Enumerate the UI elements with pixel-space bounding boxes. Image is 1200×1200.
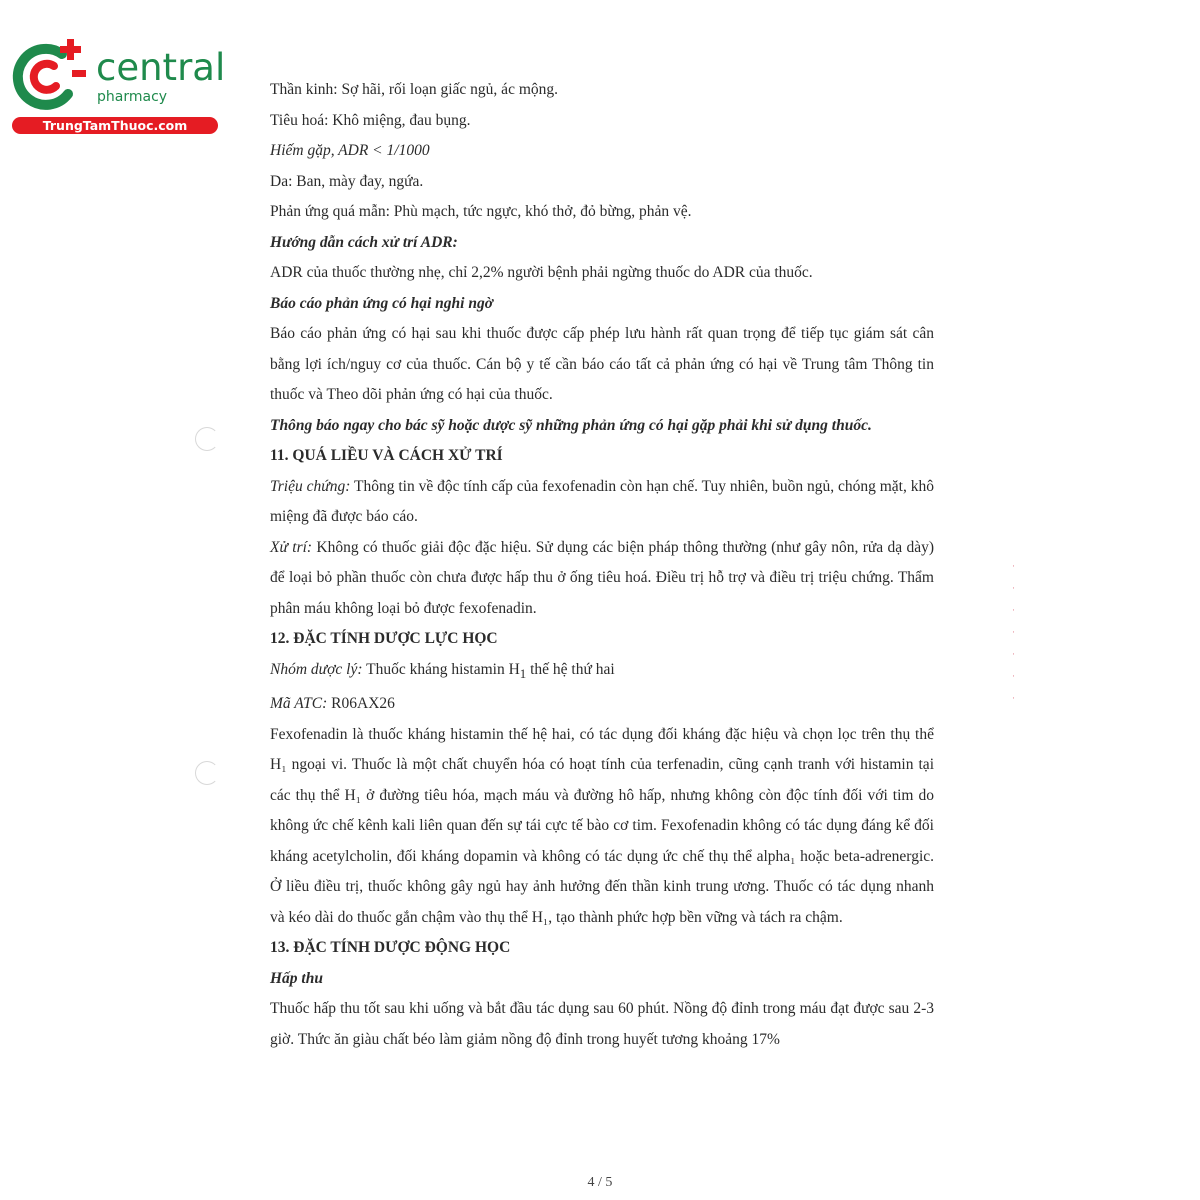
pharm-group-subscript: 1 [519, 665, 527, 681]
treatment-text: Không có thuốc giải độc đặc hiệu. Sử dụng các biện pháp thông thường (như gây nôn, rửa dạ dày) để loại bỏ phần thuốc còn chưa được hấp thu ở ống tiêu hoá. Điều trị hỗ trợ và điều trị triệu chứng. Thẩm phân máu không loại bỏ được fexofenadin. [270, 538, 934, 617]
logo-brand-text: central [96, 46, 226, 89]
atc-code: R06AX26 [327, 695, 395, 713]
doc-line: Da: Ban, mày đay, ngứa. [270, 172, 424, 190]
treatment-label: Xử trí: [270, 538, 313, 556]
doc-line: Tiêu hoá: Khô miệng, đau bụng. [270, 111, 471, 129]
doc-paragraph [270, 533, 934, 625]
doc-line [270, 655, 934, 690]
section-heading-11: 11. QUÁ LIỀU VÀ CÁCH XỬ TRÍ [270, 447, 503, 464]
page-number: 4 / 5 [587, 1175, 613, 1190]
pharmacy-cross-logo-icon [10, 36, 94, 116]
doc-warning-paragraph: Thông báo ngay cho bác sỹ hoặc dược sỹ những phản ứng có hại gặp phải khi sử dụng thuốc. [270, 416, 872, 434]
doc-subheading: Báo cáo phản ứng có hại nghi ngờ [270, 294, 494, 312]
doc-paragraph: Báo cáo phản ứng có hại sau khi thuốc được cấp phép lưu hành rất quan trọng để tiếp tục giám sát cân bằng lợi ích/nguy cơ của thuốc. Cán bộ y tế cần báo cáo tất cả phản ứng có hại về Trung tâm Thông tin thuốc và Theo dõi phản ứng có hại của thuốc. [270, 325, 934, 403]
doc-paragraph: Fexofenadin là thuốc kháng histamin thế hệ hai, có tác dụng đối kháng đặc hiệu và chọn lọc trên thụ thể H₁ ngoại vi. Thuốc là một chất chuyển hóa có hoạt tính của terfenadin, cũng cạnh tranh với histamin tại các thụ thể H₁ ở đường tiêu hóa, mạch máu và đường hô hấp, nhưng không còn độc tính đối với tim do không ức chế kênh kali liên quan đến sự tái cực tế bào cơ tim. Fexofenadin không có tác dụng đáng kể đối kháng acetylcholin, đối kháng dopamin và không có tác dụng ức chế thụ thể alpha₁ hoặc beta-adrenergic. Ở liều điều trị, thuốc không gây ngủ hay ảnh hưởng đến thần kinh trung ương. Thuốc có tác dụng nhanh và kéo dài do thuốc gắn chậm vào thụ thể H₁, tạo thành phức hợp bền vững và tách ra chậm. [270, 725, 934, 926]
doc-line [270, 689, 934, 720]
doc-paragraph: Thuốc hấp thu tốt sau khi uống và bắt đầu tác dụng sau 60 phút. Nồng độ đỉnh trong máu đạt được sau 2-3 giờ. Thức ăn giàu chất béo làm giảm nồng độ đỉnh trong huyết tương khoảng 17% [270, 1000, 934, 1048]
logo-site-link[interactable]: TrungTamThuoc.com [12, 117, 218, 134]
hole-punch-mark [195, 761, 219, 785]
section-heading-13: 13. ĐẶC TÍNH DƯỢC ĐỘNG HỌC [270, 939, 511, 957]
central-pharmacy-logo[interactable] [10, 36, 226, 136]
doc-line-italic: Hiếm gặp, ADR < 1/1000 [270, 142, 430, 159]
section-heading-12: 12. ĐẶC TÍNH DƯỢC LỰC HỌC [270, 630, 498, 647]
doc-line: Phản ứng quá mẫn: Phù mạch, tức ngực, khó thở, đỏ bừng, phản vệ. [270, 203, 692, 220]
margin-marks: · · · · · · · [1012, 561, 1015, 703]
doc-line: Thần kinh: Sợ hãi, rối loạn giấc ngủ, ác mộng. [270, 81, 558, 98]
doc-subheading: Hướng dẫn cách xử trí ADR: [270, 233, 458, 251]
symptoms-label: Triệu chứng: [270, 477, 351, 495]
document-body [270, 75, 934, 1055]
pharm-group-label: Nhóm dược lý: [270, 660, 363, 678]
doc-line: ADR của thuốc thường nhẹ, chỉ 2,2% người bệnh phải ngừng thuốc do ADR của thuốc. [270, 264, 813, 281]
doc-subheading: Hấp thu [270, 969, 323, 987]
symptoms-text: Thông tin về độc tính cấp của fexofenadin còn hạn chế. Tuy nhiên, buồn ngủ, chóng mặt, khô miệng đã được báo cáo. [270, 477, 934, 525]
atc-label: Mã ATC: [270, 695, 328, 713]
hole-punch-mark [195, 427, 219, 451]
doc-paragraph [270, 472, 934, 533]
pharm-group-text-end: thế hệ thứ hai [526, 660, 615, 678]
pharm-group-text: Thuốc kháng histamin H [362, 660, 520, 678]
logo-sub-text: pharmacy [97, 89, 168, 105]
